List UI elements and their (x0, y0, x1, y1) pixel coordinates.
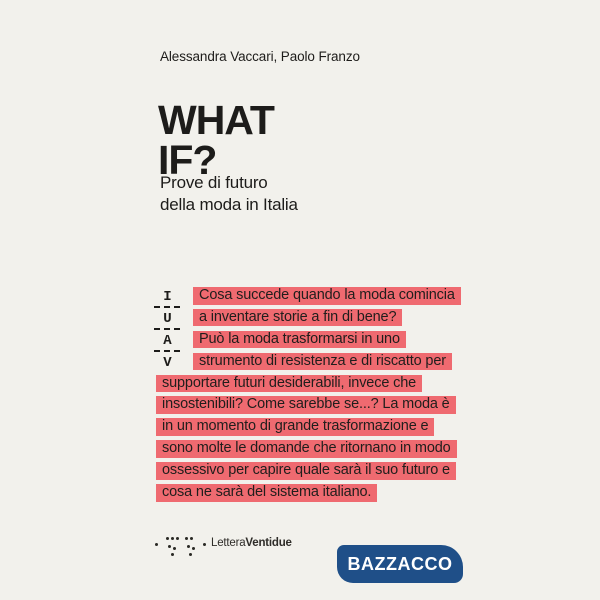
blurb-line: a inventare storie a fin di bene? (193, 309, 402, 327)
blurb-line: strumento di resistenza e di riscatto per (193, 353, 452, 371)
book-subtitle (160, 172, 298, 215)
iuav-letter-i: I (163, 289, 172, 305)
blurb-line: sono molte le domande che ritornano in modo (156, 440, 457, 458)
bazzacco-label: BAZZACCO (347, 553, 453, 574)
letteraventidue-dots-icon (153, 535, 207, 557)
title-line-2: IF? (158, 137, 217, 183)
blurb-line: insostenibili? Come sarebbe se...? La moda è (156, 396, 456, 414)
letteraventidue-logo (153, 535, 298, 557)
publisher-name-regular: Lettera (211, 537, 246, 549)
blurb-line: in un momento di grande trasformazione e (156, 418, 434, 436)
blurb-line: cosa ne sarà del sistema italiano. (156, 484, 377, 502)
subtitle-line-1: Prove di futuro (160, 173, 268, 192)
bazzacco-badge (337, 545, 463, 583)
blurb-line: Cosa succede quando la moda comincia (193, 287, 461, 305)
subtitle-line-2: della moda in Italia (160, 194, 298, 214)
blurb-line: ossessivo per capire quale sarà il suo futuro e (156, 462, 456, 480)
publisher-name-bold: Ventidue (245, 537, 292, 549)
author-names: Alessandra Vaccari, Paolo Franzo (160, 49, 360, 64)
iuav-letter-u: U (163, 311, 172, 327)
title-line-1: WHAT (158, 97, 274, 143)
iuav-letter-a: A (163, 333, 172, 349)
back-blurb-highlighted-text (156, 287, 461, 506)
iuav-letter-v: V (163, 355, 172, 371)
letteraventidue-wordmark (211, 537, 292, 549)
blurb-line: Può la moda trasformarsi in uno (193, 331, 406, 349)
blurb-line: supportare futuri desiderabili, invece che (156, 375, 422, 393)
